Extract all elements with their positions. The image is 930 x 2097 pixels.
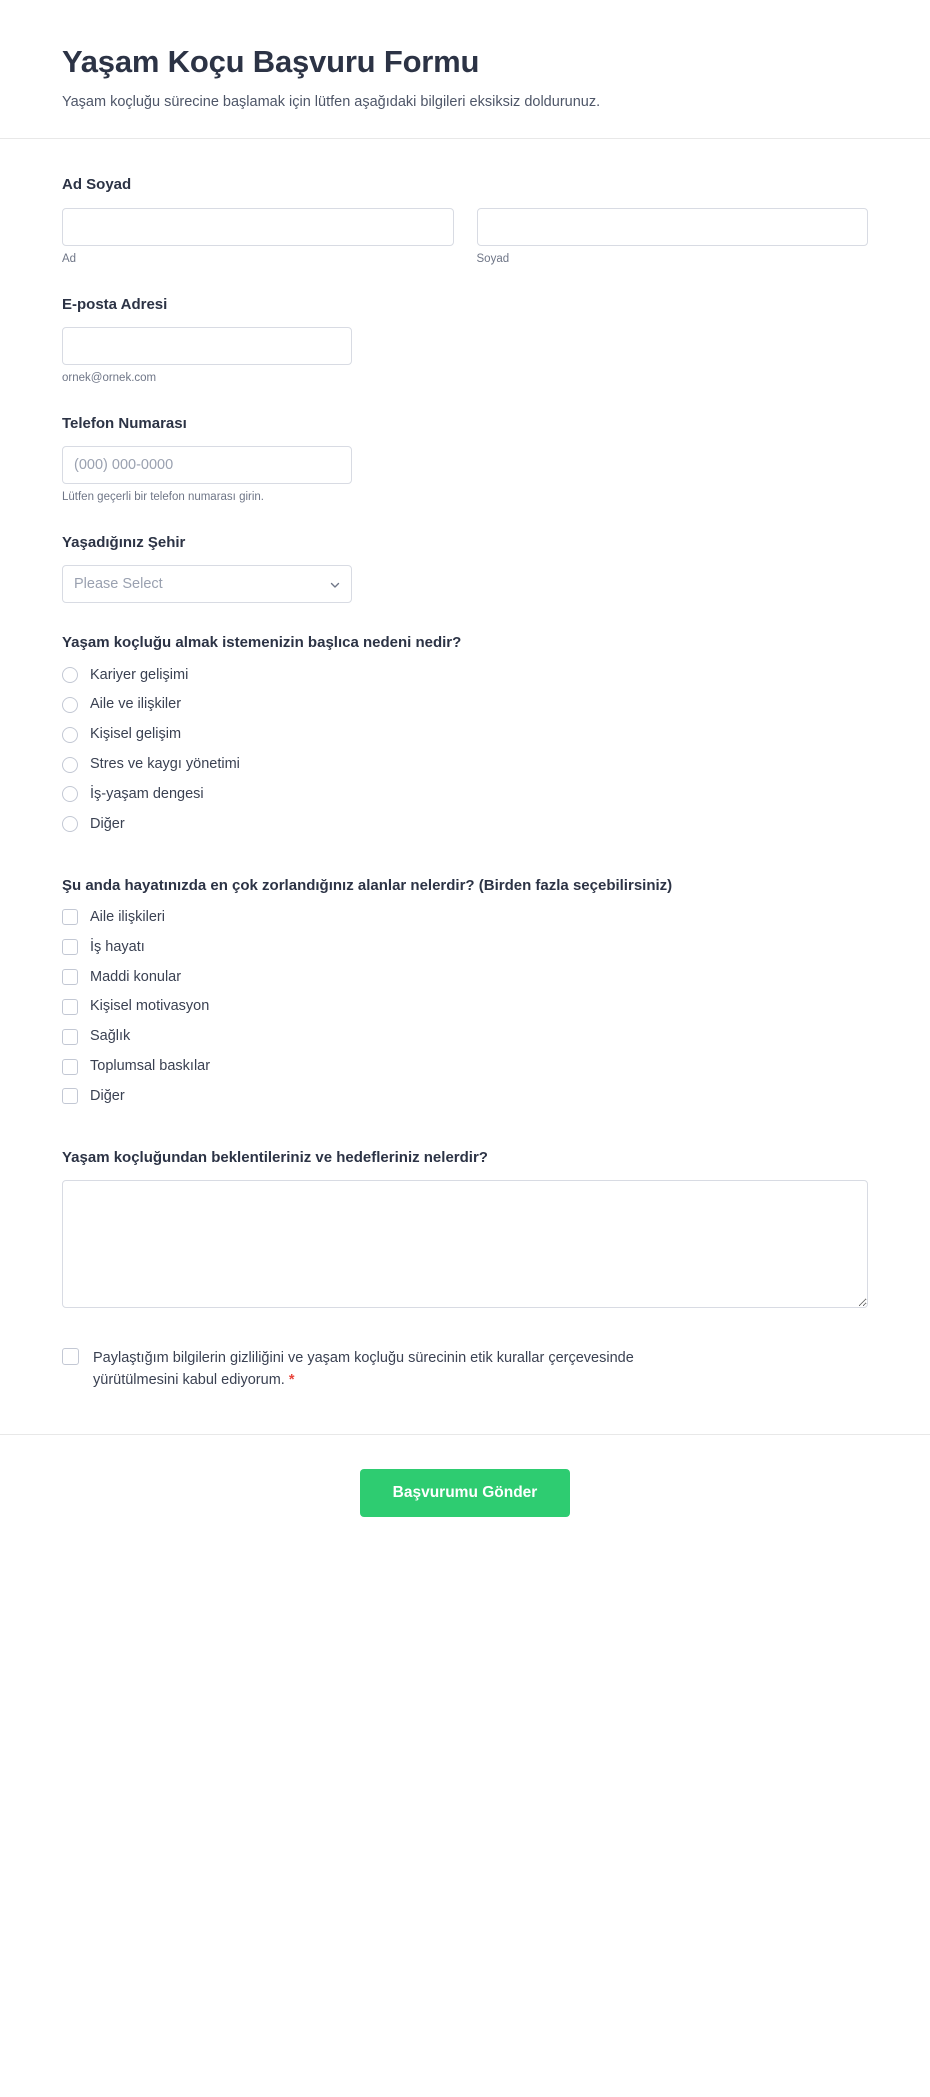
expectations-label: Yaşam koçluğundan beklentileriniz ve hedefleriniz nelerdir? (62, 1148, 488, 1166)
email-label: E-posta Adresi (62, 295, 168, 313)
last-name-sublabel: Soyad (476, 252, 510, 265)
checkbox-label: Toplumsal baskılar (90, 1058, 211, 1075)
phone-input[interactable] (62, 446, 352, 484)
checkbox-icon[interactable] (62, 1059, 78, 1075)
checkbox-icon[interactable] (62, 969, 78, 985)
radio-label: Kariyer gelişimi (90, 666, 189, 683)
consent-label: Paylaştığım bilgilerin gizliliğini ve yaşam koçluğu sürecinin etik kurallar çerçevesinde yürütülmesini kabul ediyorum. (93, 1350, 634, 1389)
consent-row[interactable] (62, 1347, 868, 1392)
reason-label: Yaşam koçluğu almak istemenizin başlıca nedeni nedir? (62, 634, 462, 652)
email-group (62, 327, 352, 384)
radio-label: Stres ve kaygı yönetimi (90, 756, 240, 773)
full-name-label: Ad Soyad (62, 176, 132, 194)
last-name-group (477, 208, 869, 265)
challenges-options (62, 908, 868, 1106)
full-name-row (62, 208, 868, 265)
checkbox-option[interactable] (62, 1087, 868, 1106)
radio-option[interactable] (62, 666, 868, 685)
radio-option[interactable] (62, 725, 868, 744)
field-city (62, 533, 868, 603)
checkbox-option[interactable] (62, 938, 868, 957)
reason-options (62, 666, 868, 834)
radio-option[interactable] (62, 695, 868, 714)
field-expectations (62, 1148, 868, 1313)
checkbox-label: Aile ilişkileri (90, 908, 165, 925)
required-asterisk: * (288, 1372, 295, 1389)
expectations-textarea[interactable] (62, 1180, 868, 1308)
email-input[interactable] (62, 327, 352, 365)
field-reason (62, 633, 868, 833)
first-name-group (62, 208, 454, 265)
submit-button[interactable]: Başvurumu Gönder (360, 1469, 571, 1517)
field-challenges (62, 876, 868, 1106)
consent-checkbox-icon[interactable] (62, 1348, 79, 1365)
radio-icon[interactable] (62, 786, 78, 802)
checkbox-label: İş hayatı (90, 938, 145, 955)
checkbox-icon[interactable] (62, 999, 78, 1015)
form-body (0, 139, 930, 1434)
radio-label: Kişisel gelişim (90, 726, 182, 743)
radio-icon[interactable] (62, 667, 78, 683)
radio-option[interactable] (62, 785, 868, 804)
field-phone (62, 414, 868, 503)
field-email (62, 295, 868, 384)
email-sublabel: ornek@ornek.com (62, 371, 157, 384)
checkbox-option[interactable] (62, 908, 868, 927)
first-name-input[interactable] (62, 208, 454, 246)
phone-sublabel: Lütfen geçerli bir telefon numarası girin. (62, 491, 264, 504)
radio-label: İş-yaşam dengesi (90, 785, 204, 802)
phone-group (62, 446, 352, 503)
last-name-input[interactable] (477, 208, 869, 246)
radio-option[interactable] (62, 815, 868, 834)
checkbox-option[interactable] (62, 997, 868, 1016)
city-label: Yaşadığınız Şehir (62, 534, 186, 552)
checkbox-label: Sağlık (90, 1028, 131, 1045)
phone-label: Telefon Numarası (62, 414, 187, 432)
checkbox-icon[interactable] (62, 1029, 78, 1045)
checkbox-option[interactable] (62, 1027, 868, 1046)
radio-icon[interactable] (62, 697, 78, 713)
checkbox-option[interactable] (62, 1057, 868, 1076)
checkbox-icon[interactable] (62, 939, 78, 955)
radio-icon[interactable] (62, 816, 78, 832)
radio-label: Diğer (90, 815, 125, 832)
checkbox-icon[interactable] (62, 909, 78, 925)
challenges-label: Şu anda hayatınızda en çok zorlandığınız alanlar nelerdir? (Birden fazla seçebilirsiniz) (62, 876, 673, 894)
radio-icon[interactable] (62, 727, 78, 743)
radio-label: Aile ve ilişkiler (90, 696, 182, 713)
form-header (0, 0, 930, 139)
checkbox-option[interactable] (62, 968, 868, 987)
checkbox-label: Maddi konular (90, 968, 182, 985)
field-full-name (62, 175, 868, 264)
checkbox-label: Diğer (90, 1087, 125, 1104)
radio-icon[interactable] (62, 757, 78, 773)
city-select[interactable]: Please Select (62, 565, 352, 603)
radio-option[interactable] (62, 755, 868, 774)
form-footer (0, 1434, 930, 1559)
checkbox-label: Kişisel motivasyon (90, 998, 210, 1015)
city-select-wrap[interactable] (62, 565, 352, 603)
first-name-sublabel: Ad (62, 252, 77, 265)
page-subtitle: Yaşam koçluğu sürecine başlamak için lütfen aşağıdaki bilgileri eksiksiz doldurunuz. (62, 94, 601, 110)
checkbox-icon[interactable] (62, 1088, 78, 1104)
consent-text (93, 1347, 713, 1392)
page-title: Yaşam Koçu Başvuru Formu (62, 44, 480, 79)
